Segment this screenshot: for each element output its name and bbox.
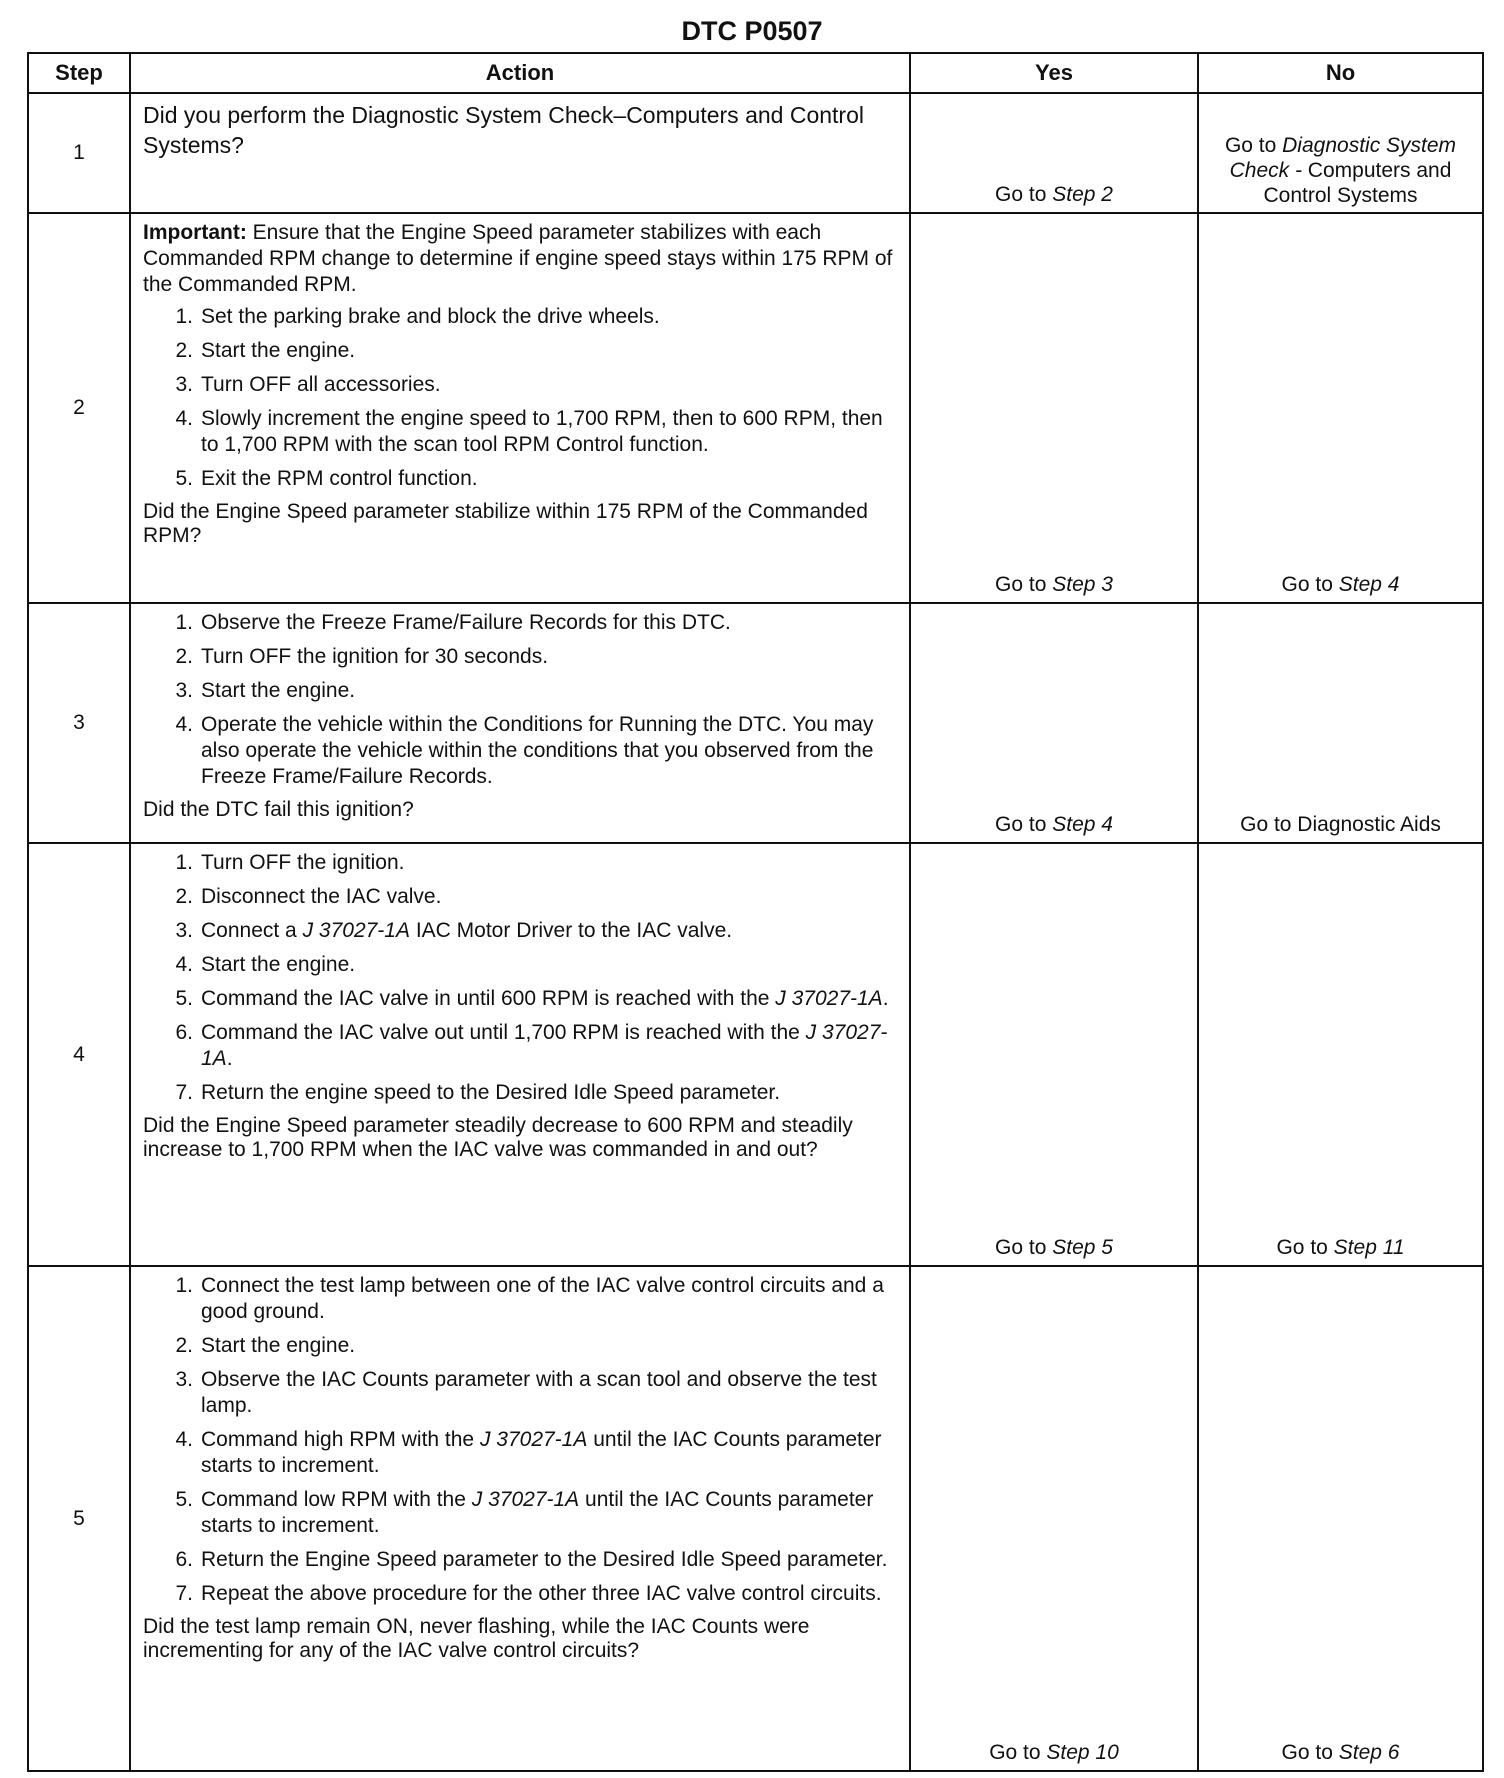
- procedure-step: [143, 610, 899, 636]
- text-segment: Exit the RPM control function.: [201, 467, 478, 490]
- procedure-step-text: [201, 1020, 899, 1072]
- procedure-step-number: 1.: [175, 1274, 193, 1297]
- table-header-row: [28, 53, 1483, 93]
- procedure-step-number: 3.: [175, 373, 193, 396]
- procedure-step: [143, 918, 899, 944]
- text-segment: Observe the IAC Counts parameter with a scan tool and observe the test lamp.: [201, 1368, 877, 1417]
- procedure-step: [143, 952, 899, 978]
- text-segment: Did the Engine Speed parameter steadily decrease to 600 RPM and steadily increase to 1,700 RPM when the IAC valve was commanded in and out?: [143, 1114, 853, 1161]
- italic-reference: Step 10: [1046, 1741, 1119, 1764]
- table-row: [28, 213, 1483, 603]
- procedure-step: [143, 1547, 899, 1573]
- procedure-step: [143, 678, 899, 704]
- action-cell: [130, 603, 910, 843]
- action-paragraph: [143, 100, 899, 160]
- procedure-step-text: [201, 1581, 899, 1607]
- text-segment: until the IAC Counts parameter starts to increment.: [201, 1488, 874, 1537]
- action-question: [143, 798, 899, 822]
- procedure-step: [143, 466, 899, 492]
- yes-result: [910, 1266, 1198, 1771]
- text-segment: Connect the test lamp between one of the IAC valve control circuits and a good ground.: [201, 1274, 884, 1323]
- text-segment: Command high RPM with the: [201, 1428, 480, 1451]
- table-row: [28, 603, 1483, 843]
- procedure-step-text: [201, 610, 899, 636]
- no-result: [1198, 843, 1483, 1266]
- procedure-step: [143, 712, 899, 790]
- procedure-step: [143, 850, 899, 876]
- text-segment: Go to: [1276, 1236, 1334, 1259]
- text-segment: Did the Engine Speed parameter stabilize within 175 RPM of the Commanded RPM?: [143, 500, 868, 547]
- procedure-step-number: 2.: [175, 645, 193, 668]
- text-segment: Turn OFF the ignition for 30 seconds.: [201, 645, 549, 668]
- procedure-step: [143, 372, 899, 398]
- text-segment: .: [226, 1047, 233, 1070]
- procedure-step-number: 5.: [175, 1488, 193, 1511]
- procedure-step-number: 2.: [175, 1334, 193, 1357]
- procedure-step: [143, 1020, 899, 1072]
- italic-reference: J 37027-1A: [302, 919, 410, 942]
- procedure-step: [143, 1367, 899, 1419]
- procedure-step-number: 1.: [175, 851, 193, 874]
- procedure-step-text: [201, 986, 899, 1012]
- action-cell: [130, 93, 910, 213]
- procedure-step-text: [201, 850, 899, 876]
- procedure-step-text: [201, 1367, 899, 1419]
- procedure-step: [143, 1487, 899, 1539]
- text-segment: Go to: [995, 183, 1053, 206]
- procedure-step-text: [201, 1427, 899, 1479]
- procedure-step: [143, 1080, 899, 1106]
- action-cell: [130, 213, 910, 603]
- procedure-step-number: 3.: [175, 679, 193, 702]
- procedure-step-number: 4.: [175, 1428, 193, 1451]
- text-segment: Slowly increment the engine speed to 1,700 RPM, then to 600 RPM, then to 1,700 RPM with the scan tool RPM Control function.: [201, 407, 883, 456]
- text-segment: until the IAC Counts parameter starts to increment.: [201, 1428, 882, 1477]
- text-segment: IAC Motor Driver to the IAC valve.: [410, 919, 733, 942]
- header-no: No: [1198, 53, 1483, 93]
- text-segment: Command the IAC valve out until 1,700 RPM is reached with the: [201, 1021, 806, 1044]
- italic-reference: Diagnostic System Check -: [1229, 134, 1457, 182]
- procedure-step-number: 7.: [175, 1582, 193, 1605]
- text-segment: Turn OFF all accessories.: [201, 373, 441, 396]
- yes-result: [910, 93, 1198, 213]
- text-segment: Go to: [1281, 1741, 1339, 1764]
- action-question: [143, 500, 899, 548]
- text-segment: Start the engine.: [201, 953, 356, 976]
- text-segment: Go to: [995, 1236, 1053, 1259]
- italic-reference: J 37027-1A: [471, 1488, 580, 1511]
- step-number: 2: [28, 213, 130, 603]
- procedure-step-text: [201, 1547, 899, 1573]
- procedure-step-number: 3.: [175, 919, 193, 942]
- procedure-step-number: 1.: [175, 305, 193, 328]
- procedure-step: [143, 1333, 899, 1359]
- procedure-step-text: [201, 952, 899, 978]
- procedure-step-text: [201, 1080, 899, 1106]
- action-cell: [130, 1266, 910, 1771]
- procedure-step-text: [201, 406, 899, 458]
- procedure-step-number: 3.: [175, 1368, 193, 1391]
- step-number: 5: [28, 1266, 130, 1771]
- action-paragraph: [143, 220, 899, 298]
- text-segment: Start the engine.: [201, 1334, 356, 1357]
- table-row: [28, 843, 1483, 1266]
- italic-reference: Step 3: [1052, 573, 1113, 596]
- procedure-step-number: 5.: [175, 987, 193, 1010]
- text-segment: Go to: [989, 1741, 1047, 1764]
- step-number: 1: [28, 93, 130, 213]
- header-yes: Yes: [910, 53, 1198, 93]
- procedure-step-number: 4.: [175, 953, 193, 976]
- procedure-step-text: [201, 1333, 899, 1359]
- no-result: [1198, 1266, 1483, 1771]
- procedure-step-text: [201, 644, 899, 670]
- procedure-step: [143, 644, 899, 670]
- procedure-step: [143, 338, 899, 364]
- procedure-step-text: [201, 466, 899, 492]
- page-title: DTC P0507: [681, 16, 823, 46]
- text-segment: Go to: [995, 573, 1053, 596]
- text-segment: Go to: [995, 813, 1053, 836]
- italic-reference: J 37027-1A: [201, 1021, 888, 1070]
- text-segment: Go to: [1281, 573, 1339, 596]
- procedure-step-number: 4.: [175, 713, 193, 736]
- text-segment: Set the parking brake and block the drive wheels.: [201, 305, 660, 328]
- procedure-step: [143, 1581, 899, 1607]
- text-segment: Go to Diagnostic Aids: [1240, 813, 1441, 836]
- text-segment: Operate the vehicle within the Conditions for Running the DTC. You may also operate the vehicle within the conditions that you observed from the Freeze Frame/Failure Records.: [201, 713, 874, 788]
- procedure-step-number: 2.: [175, 339, 193, 362]
- italic-reference: J 37027-1A: [479, 1428, 588, 1451]
- italic-reference: Step 4: [1338, 573, 1400, 596]
- italic-reference: Step 11: [1333, 1236, 1405, 1259]
- italic-reference: Step 6: [1338, 1741, 1400, 1764]
- no-result: [1198, 93, 1483, 213]
- procedure-step-number: 2.: [175, 885, 193, 908]
- text-segment: Return the engine speed to the Desired Idle Speed parameter.: [201, 1081, 781, 1104]
- procedure-step-number: 6.: [175, 1548, 193, 1571]
- procedure-step-number: 7.: [175, 1081, 193, 1104]
- text-segment: Go to: [1224, 134, 1283, 157]
- text-segment: Ensure that the Engine Speed parameter stabilizes with each Commanded RPM change to determine if engine speed stays within 175 RPM of the Commanded RPM.: [143, 221, 893, 296]
- text-segment: Observe the Freeze Frame/Failure Records for this DTC.: [201, 611, 731, 634]
- procedure-step-number: 1.: [175, 611, 193, 634]
- text-segment: Computers and Control Systems: [1263, 159, 1452, 207]
- procedure-step-number: 5.: [175, 467, 193, 490]
- diagnostic-table: [27, 52, 1484, 1772]
- procedure-step-text: [201, 372, 899, 398]
- text-segment: Start the engine.: [201, 339, 356, 362]
- yes-result: [910, 603, 1198, 843]
- procedure-step: [143, 1273, 899, 1325]
- action-question: [143, 1114, 899, 1162]
- text-segment: Turn OFF the ignition.: [201, 851, 405, 874]
- procedure-step: [143, 1427, 899, 1479]
- header-step: Step: [28, 53, 130, 93]
- procedure-step-number: 6.: [175, 1021, 193, 1044]
- text-segment: .: [882, 987, 889, 1010]
- italic-reference: J 37027-1A: [775, 987, 883, 1010]
- yes-result: [910, 843, 1198, 1266]
- step-number: 4: [28, 843, 130, 1266]
- italic-reference: Step 2: [1052, 183, 1113, 206]
- no-result: [1198, 213, 1483, 603]
- yes-result: [910, 213, 1198, 603]
- procedure-step-text: [201, 338, 899, 364]
- procedure-step-text: [201, 678, 899, 704]
- procedure-step-text: [201, 712, 899, 790]
- text-segment: Did you perform the Diagnostic System Check–Computers and Control Systems?: [143, 102, 864, 158]
- text-segment: Return the Engine Speed parameter to the Desired Idle Speed parameter.: [201, 1548, 888, 1571]
- text-segment: Did the test lamp remain ON, never flashing, while the IAC Counts were incrementing for any of the IAC valve control circuits?: [143, 1615, 810, 1662]
- action-cell: [130, 843, 910, 1266]
- italic-reference: Step 5: [1052, 1236, 1113, 1259]
- step-number: 3: [28, 603, 130, 843]
- text-segment: Connect a: [201, 919, 303, 942]
- text-segment: Disconnect the IAC valve.: [201, 885, 442, 908]
- text-segment: Repeat the above procedure for the other three IAC valve control circuits.: [201, 1582, 882, 1605]
- bold-text: Important:: [143, 221, 247, 244]
- text-segment: Command low RPM with the: [201, 1488, 472, 1511]
- action-question: [143, 1615, 899, 1663]
- table-row: [28, 1266, 1483, 1771]
- text-segment: Did the DTC fail this ignition?: [143, 798, 414, 821]
- procedure-step-text: [201, 304, 899, 330]
- text-segment: Command the IAC valve in until 600 RPM is reached with the: [201, 987, 776, 1010]
- table-row: [28, 93, 1483, 213]
- procedure-step-number: 4.: [175, 407, 193, 430]
- procedure-step-text: [201, 884, 899, 910]
- procedure-step-text: [201, 1487, 899, 1539]
- procedure-step-text: [201, 1273, 899, 1325]
- procedure-step: [143, 406, 899, 458]
- procedure-step: [143, 986, 899, 1012]
- text-segment: Start the engine.: [201, 679, 356, 702]
- procedure-step-text: [201, 918, 899, 944]
- procedure-step: [143, 884, 899, 910]
- procedure-step: [143, 304, 899, 330]
- no-result: [1198, 603, 1483, 843]
- header-action: Action: [130, 53, 910, 93]
- italic-reference: Step 4: [1052, 813, 1113, 836]
